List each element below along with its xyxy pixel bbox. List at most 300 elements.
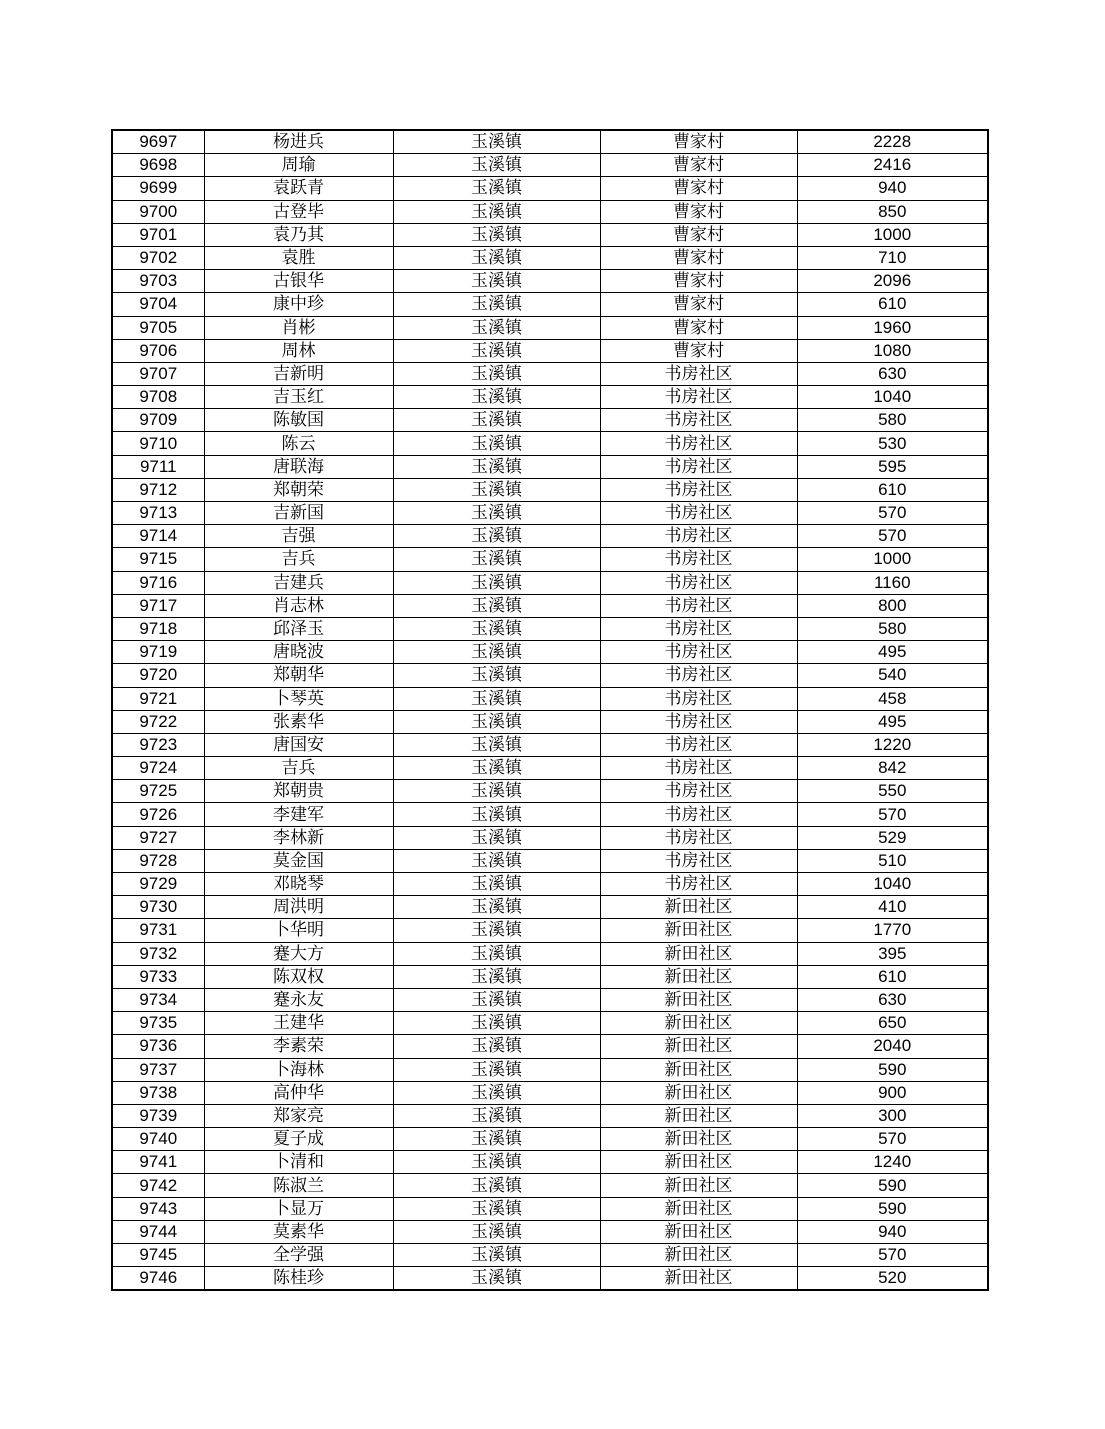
amount-cell: 610 xyxy=(797,478,988,501)
table-row xyxy=(112,525,988,548)
village-cell: 新田社区 xyxy=(600,1058,797,1081)
id-cell: 9730 xyxy=(112,896,204,919)
town-cell: 玉溪镇 xyxy=(393,1035,600,1058)
id-cell: 9734 xyxy=(112,988,204,1011)
name-cell: 肖彬 xyxy=(204,316,393,339)
town-cell: 玉溪镇 xyxy=(393,1197,600,1220)
data-table xyxy=(111,129,989,1291)
id-cell: 9744 xyxy=(112,1220,204,1243)
village-cell: 书房社区 xyxy=(600,780,797,803)
amount-cell: 842 xyxy=(797,757,988,780)
town-cell: 玉溪镇 xyxy=(393,988,600,1011)
id-cell: 9715 xyxy=(112,548,204,571)
town-cell: 玉溪镇 xyxy=(393,849,600,872)
amount-cell: 2040 xyxy=(797,1035,988,1058)
town-cell: 玉溪镇 xyxy=(393,386,600,409)
amount-cell: 570 xyxy=(797,1244,988,1267)
name-cell: 吉玉红 xyxy=(204,386,393,409)
town-cell: 玉溪镇 xyxy=(393,733,600,756)
town-cell: 玉溪镇 xyxy=(393,177,600,200)
village-cell: 书房社区 xyxy=(600,548,797,571)
village-cell: 新田社区 xyxy=(600,1267,797,1291)
name-cell: 肖志林 xyxy=(204,594,393,617)
village-cell: 书房社区 xyxy=(600,386,797,409)
table-row xyxy=(112,200,988,223)
name-cell: 郑朝华 xyxy=(204,664,393,687)
village-cell: 书房社区 xyxy=(600,757,797,780)
id-cell: 9746 xyxy=(112,1267,204,1291)
id-cell: 9722 xyxy=(112,710,204,733)
table-row xyxy=(112,1035,988,1058)
name-cell: 蹇永友 xyxy=(204,988,393,1011)
town-cell: 玉溪镇 xyxy=(393,478,600,501)
table-row xyxy=(112,246,988,269)
village-cell: 书房社区 xyxy=(600,664,797,687)
name-cell: 杨进兵 xyxy=(204,130,393,154)
name-cell: 李建军 xyxy=(204,803,393,826)
village-cell: 新田社区 xyxy=(600,1220,797,1243)
town-cell: 玉溪镇 xyxy=(393,432,600,455)
town-cell: 玉溪镇 xyxy=(393,942,600,965)
village-cell: 新田社区 xyxy=(600,1035,797,1058)
amount-cell: 800 xyxy=(797,594,988,617)
table-row xyxy=(112,1267,988,1291)
town-cell: 玉溪镇 xyxy=(393,1151,600,1174)
amount-cell: 1040 xyxy=(797,873,988,896)
town-cell: 玉溪镇 xyxy=(393,919,600,942)
name-cell: 陈淑兰 xyxy=(204,1174,393,1197)
id-cell: 9710 xyxy=(112,432,204,455)
name-cell: 周瑜 xyxy=(204,154,393,177)
town-cell: 玉溪镇 xyxy=(393,339,600,362)
id-cell: 9735 xyxy=(112,1012,204,1035)
town-cell: 玉溪镇 xyxy=(393,130,600,154)
table-row xyxy=(112,386,988,409)
table-row xyxy=(112,130,988,154)
village-cell: 曹家村 xyxy=(600,223,797,246)
town-cell: 玉溪镇 xyxy=(393,1012,600,1035)
town-cell: 玉溪镇 xyxy=(393,1267,600,1291)
name-cell: 袁胜 xyxy=(204,246,393,269)
id-cell: 9736 xyxy=(112,1035,204,1058)
id-cell: 9706 xyxy=(112,339,204,362)
table-row xyxy=(112,316,988,339)
table-row xyxy=(112,502,988,525)
town-cell: 玉溪镇 xyxy=(393,757,600,780)
name-cell: 唐国安 xyxy=(204,733,393,756)
town-cell: 玉溪镇 xyxy=(393,803,600,826)
town-cell: 玉溪镇 xyxy=(393,1220,600,1243)
town-cell: 玉溪镇 xyxy=(393,223,600,246)
id-cell: 9740 xyxy=(112,1128,204,1151)
name-cell: 陈桂珍 xyxy=(204,1267,393,1291)
town-cell: 玉溪镇 xyxy=(393,1058,600,1081)
town-cell: 玉溪镇 xyxy=(393,525,600,548)
table-row xyxy=(112,1104,988,1127)
table-row xyxy=(112,919,988,942)
table-row xyxy=(112,1012,988,1035)
table-row xyxy=(112,270,988,293)
table-row xyxy=(112,1197,988,1220)
id-cell: 9703 xyxy=(112,270,204,293)
village-cell: 新田社区 xyxy=(600,1104,797,1127)
amount-cell: 458 xyxy=(797,687,988,710)
table-row xyxy=(112,1244,988,1267)
village-cell: 书房社区 xyxy=(600,525,797,548)
name-cell: 莫素华 xyxy=(204,1220,393,1243)
amount-cell: 570 xyxy=(797,525,988,548)
table-row xyxy=(112,942,988,965)
name-cell: 陈云 xyxy=(204,432,393,455)
table-row xyxy=(112,1151,988,1174)
village-cell: 书房社区 xyxy=(600,803,797,826)
town-cell: 玉溪镇 xyxy=(393,409,600,432)
amount-cell: 900 xyxy=(797,1081,988,1104)
town-cell: 玉溪镇 xyxy=(393,826,600,849)
name-cell: 卜琴英 xyxy=(204,687,393,710)
name-cell: 古银华 xyxy=(204,270,393,293)
amount-cell: 570 xyxy=(797,1128,988,1151)
table-row xyxy=(112,1220,988,1243)
table-row xyxy=(112,826,988,849)
id-cell: 9741 xyxy=(112,1151,204,1174)
town-cell: 玉溪镇 xyxy=(393,455,600,478)
table-row xyxy=(112,571,988,594)
town-cell: 玉溪镇 xyxy=(393,1128,600,1151)
id-cell: 9701 xyxy=(112,223,204,246)
town-cell: 玉溪镇 xyxy=(393,154,600,177)
id-cell: 9700 xyxy=(112,200,204,223)
name-cell: 卜清和 xyxy=(204,1151,393,1174)
table-row xyxy=(112,362,988,385)
village-cell: 新田社区 xyxy=(600,1151,797,1174)
id-cell: 9712 xyxy=(112,478,204,501)
town-cell: 玉溪镇 xyxy=(393,641,600,664)
id-cell: 9713 xyxy=(112,502,204,525)
town-cell: 玉溪镇 xyxy=(393,594,600,617)
id-cell: 9709 xyxy=(112,409,204,432)
name-cell: 吉兵 xyxy=(204,757,393,780)
table-row xyxy=(112,432,988,455)
table-row xyxy=(112,177,988,200)
village-cell: 曹家村 xyxy=(600,293,797,316)
amount-cell: 630 xyxy=(797,988,988,1011)
village-cell: 书房社区 xyxy=(600,478,797,501)
id-cell: 9733 xyxy=(112,965,204,988)
village-cell: 新田社区 xyxy=(600,988,797,1011)
name-cell: 邓晓琴 xyxy=(204,873,393,896)
amount-cell: 1000 xyxy=(797,548,988,571)
village-cell: 新田社区 xyxy=(600,1012,797,1035)
table-row xyxy=(112,293,988,316)
amount-cell: 1220 xyxy=(797,733,988,756)
amount-cell: 850 xyxy=(797,200,988,223)
id-cell: 9698 xyxy=(112,154,204,177)
id-cell: 9724 xyxy=(112,757,204,780)
table-row xyxy=(112,757,988,780)
id-cell: 9699 xyxy=(112,177,204,200)
id-cell: 9714 xyxy=(112,525,204,548)
amount-cell: 1960 xyxy=(797,316,988,339)
village-cell: 书房社区 xyxy=(600,455,797,478)
town-cell: 玉溪镇 xyxy=(393,1244,600,1267)
amount-cell: 540 xyxy=(797,664,988,687)
village-cell: 曹家村 xyxy=(600,154,797,177)
village-cell: 新田社区 xyxy=(600,1244,797,1267)
id-cell: 9702 xyxy=(112,246,204,269)
town-cell: 玉溪镇 xyxy=(393,617,600,640)
village-cell: 新田社区 xyxy=(600,1174,797,1197)
id-cell: 9716 xyxy=(112,571,204,594)
amount-cell: 395 xyxy=(797,942,988,965)
name-cell: 吉建兵 xyxy=(204,571,393,594)
table-row xyxy=(112,1081,988,1104)
town-cell: 玉溪镇 xyxy=(393,571,600,594)
town-cell: 玉溪镇 xyxy=(393,873,600,896)
village-cell: 书房社区 xyxy=(600,873,797,896)
id-cell: 9729 xyxy=(112,873,204,896)
amount-cell: 1000 xyxy=(797,223,988,246)
name-cell: 吉强 xyxy=(204,525,393,548)
table-row xyxy=(112,455,988,478)
table-row xyxy=(112,780,988,803)
amount-cell: 1080 xyxy=(797,339,988,362)
name-cell: 王建华 xyxy=(204,1012,393,1035)
village-cell: 书房社区 xyxy=(600,710,797,733)
amount-cell: 590 xyxy=(797,1058,988,1081)
town-cell: 玉溪镇 xyxy=(393,1081,600,1104)
town-cell: 玉溪镇 xyxy=(393,1174,600,1197)
amount-cell: 1160 xyxy=(797,571,988,594)
table-row xyxy=(112,849,988,872)
table-row xyxy=(112,1128,988,1151)
id-cell: 9719 xyxy=(112,641,204,664)
id-cell: 9720 xyxy=(112,664,204,687)
amount-cell: 570 xyxy=(797,502,988,525)
name-cell: 周林 xyxy=(204,339,393,362)
id-cell: 9708 xyxy=(112,386,204,409)
table-row xyxy=(112,478,988,501)
id-cell: 9704 xyxy=(112,293,204,316)
village-cell: 曹家村 xyxy=(600,316,797,339)
table-row xyxy=(112,896,988,919)
amount-cell: 580 xyxy=(797,409,988,432)
town-cell: 玉溪镇 xyxy=(393,687,600,710)
table-row xyxy=(112,1058,988,1081)
village-cell: 书房社区 xyxy=(600,571,797,594)
town-cell: 玉溪镇 xyxy=(393,710,600,733)
village-cell: 新田社区 xyxy=(600,942,797,965)
table-row xyxy=(112,687,988,710)
village-cell: 书房社区 xyxy=(600,733,797,756)
village-cell: 曹家村 xyxy=(600,200,797,223)
id-cell: 9732 xyxy=(112,942,204,965)
id-cell: 9711 xyxy=(112,455,204,478)
village-cell: 新田社区 xyxy=(600,1081,797,1104)
id-cell: 9717 xyxy=(112,594,204,617)
amount-cell: 940 xyxy=(797,177,988,200)
amount-cell: 610 xyxy=(797,965,988,988)
town-cell: 玉溪镇 xyxy=(393,780,600,803)
name-cell: 郑家亮 xyxy=(204,1104,393,1127)
amount-cell: 2096 xyxy=(797,270,988,293)
id-cell: 9742 xyxy=(112,1174,204,1197)
amount-cell: 1240 xyxy=(797,1151,988,1174)
table-row xyxy=(112,223,988,246)
table-row xyxy=(112,594,988,617)
name-cell: 吉兵 xyxy=(204,548,393,571)
table-row xyxy=(112,873,988,896)
table-row xyxy=(112,710,988,733)
table-row xyxy=(112,733,988,756)
name-cell: 唐晓波 xyxy=(204,641,393,664)
id-cell: 9731 xyxy=(112,919,204,942)
name-cell: 吉新明 xyxy=(204,362,393,385)
amount-cell: 1770 xyxy=(797,919,988,942)
table-row xyxy=(112,154,988,177)
table-row xyxy=(112,617,988,640)
name-cell: 张素华 xyxy=(204,710,393,733)
amount-cell: 710 xyxy=(797,246,988,269)
id-cell: 9728 xyxy=(112,849,204,872)
id-cell: 9697 xyxy=(112,130,204,154)
town-cell: 玉溪镇 xyxy=(393,246,600,269)
village-cell: 新田社区 xyxy=(600,896,797,919)
id-cell: 9726 xyxy=(112,803,204,826)
name-cell: 蹇大方 xyxy=(204,942,393,965)
name-cell: 古登毕 xyxy=(204,200,393,223)
id-cell: 9705 xyxy=(112,316,204,339)
name-cell: 卜海林 xyxy=(204,1058,393,1081)
village-cell: 书房社区 xyxy=(600,617,797,640)
town-cell: 玉溪镇 xyxy=(393,664,600,687)
name-cell: 夏子成 xyxy=(204,1128,393,1151)
name-cell: 邱泽玉 xyxy=(204,617,393,640)
id-cell: 9745 xyxy=(112,1244,204,1267)
village-cell: 新田社区 xyxy=(600,965,797,988)
amount-cell: 2228 xyxy=(797,130,988,154)
name-cell: 卜显万 xyxy=(204,1197,393,1220)
town-cell: 玉溪镇 xyxy=(393,270,600,293)
village-cell: 曹家村 xyxy=(600,130,797,154)
id-cell: 9707 xyxy=(112,362,204,385)
village-cell: 书房社区 xyxy=(600,826,797,849)
town-cell: 玉溪镇 xyxy=(393,362,600,385)
amount-cell: 580 xyxy=(797,617,988,640)
id-cell: 9723 xyxy=(112,733,204,756)
name-cell: 袁跃青 xyxy=(204,177,393,200)
village-cell: 书房社区 xyxy=(600,502,797,525)
name-cell: 莫金国 xyxy=(204,849,393,872)
village-cell: 曹家村 xyxy=(600,177,797,200)
name-cell: 卜华明 xyxy=(204,919,393,942)
town-cell: 玉溪镇 xyxy=(393,965,600,988)
name-cell: 全学强 xyxy=(204,1244,393,1267)
amount-cell: 530 xyxy=(797,432,988,455)
table-row xyxy=(112,803,988,826)
name-cell: 李素荣 xyxy=(204,1035,393,1058)
amount-cell: 510 xyxy=(797,849,988,872)
table-body xyxy=(112,130,988,1290)
amount-cell: 590 xyxy=(797,1197,988,1220)
town-cell: 玉溪镇 xyxy=(393,316,600,339)
id-cell: 9743 xyxy=(112,1197,204,1220)
name-cell: 高仲华 xyxy=(204,1081,393,1104)
name-cell: 周洪明 xyxy=(204,896,393,919)
village-cell: 书房社区 xyxy=(600,687,797,710)
amount-cell: 1040 xyxy=(797,386,988,409)
id-cell: 9738 xyxy=(112,1081,204,1104)
name-cell: 袁乃其 xyxy=(204,223,393,246)
amount-cell: 590 xyxy=(797,1174,988,1197)
table-row xyxy=(112,664,988,687)
name-cell: 陈敏国 xyxy=(204,409,393,432)
town-cell: 玉溪镇 xyxy=(393,502,600,525)
id-cell: 9718 xyxy=(112,617,204,640)
village-cell: 新田社区 xyxy=(600,919,797,942)
amount-cell: 520 xyxy=(797,1267,988,1291)
amount-cell: 2416 xyxy=(797,154,988,177)
village-cell: 新田社区 xyxy=(600,1128,797,1151)
village-cell: 书房社区 xyxy=(600,849,797,872)
village-cell: 书房社区 xyxy=(600,362,797,385)
town-cell: 玉溪镇 xyxy=(393,293,600,316)
town-cell: 玉溪镇 xyxy=(393,1104,600,1127)
id-cell: 9721 xyxy=(112,687,204,710)
amount-cell: 529 xyxy=(797,826,988,849)
amount-cell: 595 xyxy=(797,455,988,478)
village-cell: 书房社区 xyxy=(600,641,797,664)
town-cell: 玉溪镇 xyxy=(393,896,600,919)
town-cell: 玉溪镇 xyxy=(393,200,600,223)
name-cell: 李林新 xyxy=(204,826,393,849)
amount-cell: 410 xyxy=(797,896,988,919)
village-cell: 书房社区 xyxy=(600,594,797,617)
amount-cell: 650 xyxy=(797,1012,988,1035)
amount-cell: 300 xyxy=(797,1104,988,1127)
amount-cell: 570 xyxy=(797,803,988,826)
amount-cell: 495 xyxy=(797,641,988,664)
town-cell: 玉溪镇 xyxy=(393,548,600,571)
village-cell: 书房社区 xyxy=(600,409,797,432)
table-row xyxy=(112,641,988,664)
name-cell: 吉新国 xyxy=(204,502,393,525)
amount-cell: 630 xyxy=(797,362,988,385)
table-row xyxy=(112,1174,988,1197)
name-cell: 郑朝荣 xyxy=(204,478,393,501)
village-cell: 曹家村 xyxy=(600,339,797,362)
name-cell: 郑朝贵 xyxy=(204,780,393,803)
amount-cell: 940 xyxy=(797,1220,988,1243)
id-cell: 9725 xyxy=(112,780,204,803)
name-cell: 唐联海 xyxy=(204,455,393,478)
village-cell: 书房社区 xyxy=(600,432,797,455)
village-cell: 曹家村 xyxy=(600,270,797,293)
amount-cell: 495 xyxy=(797,710,988,733)
table-row xyxy=(112,548,988,571)
table-row xyxy=(112,988,988,1011)
id-cell: 9727 xyxy=(112,826,204,849)
table-row xyxy=(112,409,988,432)
name-cell: 陈双权 xyxy=(204,965,393,988)
amount-cell: 610 xyxy=(797,293,988,316)
id-cell: 9739 xyxy=(112,1104,204,1127)
table-row xyxy=(112,339,988,362)
table-row xyxy=(112,965,988,988)
amount-cell: 550 xyxy=(797,780,988,803)
name-cell: 康中珍 xyxy=(204,293,393,316)
village-cell: 曹家村 xyxy=(600,246,797,269)
